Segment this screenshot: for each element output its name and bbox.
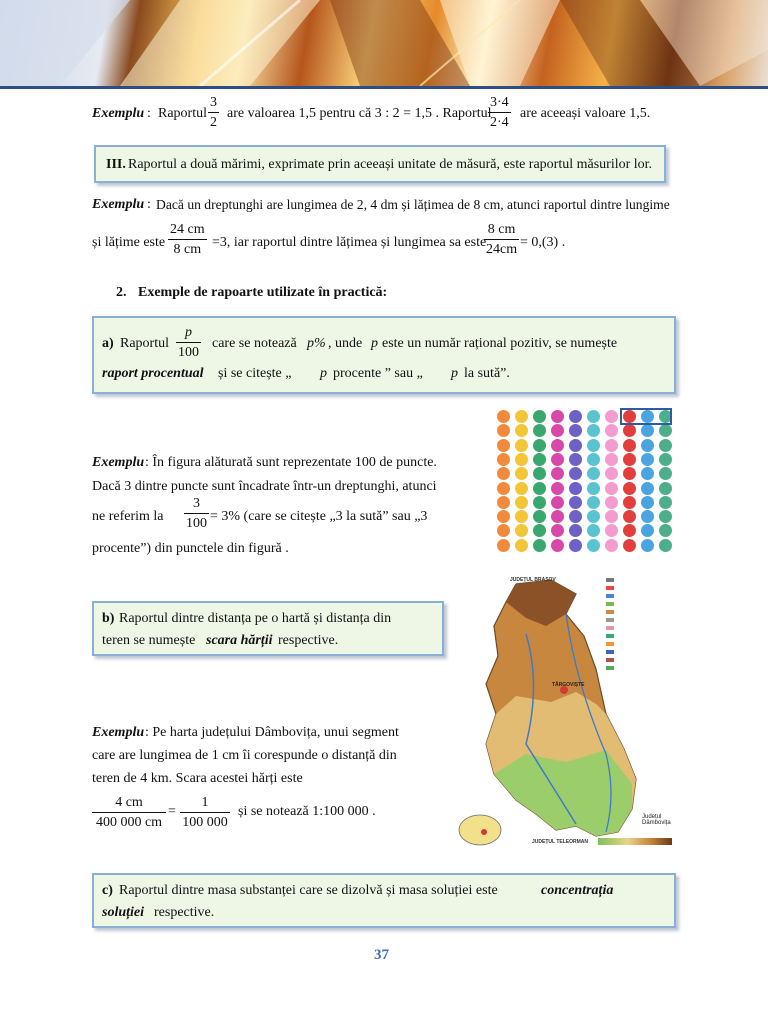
dot xyxy=(515,496,528,509)
dot xyxy=(569,467,582,480)
example-4-line1: : Pe harta județului Dâmbovița, unui segment xyxy=(145,725,399,740)
dot xyxy=(551,439,564,452)
dot xyxy=(497,524,510,537)
dot xyxy=(641,510,654,523)
page-number: 37 xyxy=(374,947,389,963)
dot xyxy=(569,482,582,495)
dot xyxy=(623,453,636,466)
dot xyxy=(533,510,546,523)
dot xyxy=(587,424,600,437)
rule-box-iii xyxy=(94,145,666,183)
fraction-p-over-100: $\frac{p}{100}$ xyxy=(178,325,199,360)
dot xyxy=(533,410,546,423)
box-c-term-1: concentrația xyxy=(541,883,614,898)
dot xyxy=(587,510,600,523)
dot xyxy=(515,510,528,523)
example-4-equals: = xyxy=(168,804,176,819)
box-a-percent: p% xyxy=(307,336,326,351)
map-county-label: Județul Dâmbovița xyxy=(642,814,671,827)
dot xyxy=(515,424,528,437)
definition-box-c xyxy=(92,873,676,928)
map-city-label: TÂRGOVIȘTE xyxy=(552,682,585,688)
dot xyxy=(533,467,546,480)
dot xyxy=(587,453,600,466)
dot xyxy=(569,410,582,423)
dot xyxy=(551,410,564,423)
dot xyxy=(659,510,672,523)
example-1-text-a: Raportul xyxy=(158,106,207,121)
dot xyxy=(605,410,618,423)
box-b-text-3: respective. xyxy=(278,633,339,648)
dot xyxy=(641,467,654,480)
dot xyxy=(515,410,528,423)
dot xyxy=(587,439,600,452)
dot xyxy=(605,524,618,537)
dot xyxy=(533,424,546,437)
box-c-label: c) xyxy=(102,883,113,898)
dot xyxy=(623,510,636,523)
box-a-text-4: este un număr rațional pozitiv, se numește xyxy=(382,336,618,351)
box-a-text-6: procente ” sau „ xyxy=(333,366,423,381)
example-4-line3: teren de 4 km. Scara acestei hărți este xyxy=(92,771,303,786)
example-2-label: Exemplu xyxy=(92,197,145,212)
dot xyxy=(587,410,600,423)
example-4-label: Exemplu xyxy=(92,725,145,740)
dot xyxy=(623,482,636,495)
example-4-text: și se notează 1:100 000 . xyxy=(238,804,376,819)
dot xyxy=(533,496,546,509)
example-2-text-c: = 0,(3) . xyxy=(520,235,566,250)
dot xyxy=(497,453,510,466)
example-2-line1: Dacă un dreptunghi are lungimea de 2, 4 dm și lățimea de 8 cm, atunci raportul dintre lungime xyxy=(156,197,670,212)
example-2-text-a: și lățime este xyxy=(92,235,166,250)
example-3-line2: Dacă 3 dintre puncte sunt încadrate într-un dreptunghi, atunci xyxy=(92,479,437,494)
box-b-text-1: Raportul dintre distanța pe o hartă și distanța din xyxy=(119,611,392,626)
dot xyxy=(533,439,546,452)
dot xyxy=(605,439,618,452)
example-3-text-b: = 3% (care se citește „3 la sută” sau „3 xyxy=(210,509,428,524)
box-a-term: raport procentual xyxy=(102,366,204,381)
dot xyxy=(497,439,510,452)
header-divider xyxy=(0,86,768,89)
dot xyxy=(569,496,582,509)
dot xyxy=(623,524,636,537)
dot xyxy=(605,453,618,466)
rule-iii-text: Raportul a două mărimi, exprimate prin aceeași unitate de măsură, este raportul măsurilor lor. xyxy=(128,157,653,172)
dot xyxy=(623,424,636,437)
definition-box-b xyxy=(92,601,444,656)
dot xyxy=(659,496,672,509)
dot xyxy=(659,439,672,452)
dot xyxy=(551,424,564,437)
dot xyxy=(587,496,600,509)
dot xyxy=(515,524,528,537)
box-c-term-2: soluției xyxy=(102,905,145,920)
example-3-line1: : În figura alăturată sunt reprezentate 100 de puncte. xyxy=(145,455,437,470)
dot xyxy=(533,482,546,495)
dot xyxy=(569,439,582,452)
dot xyxy=(623,496,636,509)
dot xyxy=(659,482,672,495)
dot xyxy=(623,467,636,480)
box-a-text-1: Raportul xyxy=(120,336,169,351)
dot xyxy=(641,439,654,452)
dot xyxy=(587,524,600,537)
dot xyxy=(659,524,672,537)
example-2-text-b: =3, iar raportul dintre lățimea și lungimea sa este xyxy=(212,235,487,250)
dot xyxy=(497,467,510,480)
example-1-label: Exemplu xyxy=(92,106,145,121)
box-a-text-3: , unde xyxy=(328,336,363,351)
section-2-number: 2. xyxy=(116,285,127,300)
box-a-p2: p xyxy=(320,366,327,381)
fraction-3x4-over-2x4: $\frac{3\cdot 4}{2\cdot 4}$ xyxy=(490,95,509,130)
dot xyxy=(497,424,510,437)
box-a-p3: p xyxy=(451,366,458,381)
dot xyxy=(605,482,618,495)
dot xyxy=(659,539,672,552)
dot xyxy=(497,539,510,552)
box-a-text-5: și se citește „ xyxy=(218,366,292,381)
dot xyxy=(515,539,528,552)
box-b-term: scara hărții xyxy=(206,633,273,648)
dot xyxy=(533,453,546,466)
box-b-label: b) xyxy=(102,611,115,626)
dot xyxy=(659,424,672,437)
box-a-p: p xyxy=(371,336,378,351)
dot xyxy=(623,539,636,552)
example-3-line4: procente”) din punctele din figură . xyxy=(92,541,289,556)
box-c-text-1: Raportul dintre masa substanței care se dizolvă și masa soluției este xyxy=(119,883,498,898)
box-a-label: a) xyxy=(102,336,114,351)
dot xyxy=(551,539,564,552)
dot xyxy=(497,410,510,423)
dot xyxy=(623,439,636,452)
dot xyxy=(551,453,564,466)
dot xyxy=(533,539,546,552)
fraction-1-over-100000: $\frac{1}{100 000}$ xyxy=(180,796,230,830)
three-dots-highlight-frame xyxy=(620,408,672,425)
section-2-title: Exemple de rapoarte utilizate în practică: xyxy=(138,285,388,300)
fraction-24cm-over-8cm: $\frac{24 cm}{8 cm}$ xyxy=(170,222,205,257)
example-1-text-b: are valoarea 1,5 pentru că 3 : 2 = 1,5 . Raportul xyxy=(227,106,492,121)
definition-box-a xyxy=(92,316,676,394)
dot xyxy=(569,539,582,552)
dot xyxy=(587,539,600,552)
header-banner-image xyxy=(0,0,768,86)
dot xyxy=(569,510,582,523)
dot xyxy=(641,482,654,495)
dot xyxy=(569,424,582,437)
dot xyxy=(551,496,564,509)
example-3-text-a: ne referim la xyxy=(92,509,164,524)
box-b-text-2: teren se numește xyxy=(102,633,196,648)
dot xyxy=(641,539,654,552)
dot xyxy=(515,453,528,466)
dot xyxy=(569,524,582,537)
fraction-8cm-over-24cm: $\frac{8 cm}{24cm}$ xyxy=(486,222,518,257)
map-label-north: JUDEȚUL BRAȘOV xyxy=(510,577,556,583)
dot xyxy=(587,482,600,495)
dot xyxy=(641,453,654,466)
dot xyxy=(551,467,564,480)
dot xyxy=(551,510,564,523)
dot xyxy=(605,539,618,552)
dot xyxy=(497,496,510,509)
example-4-line2: care are lungimea de 1 cm îi corespunde o distanță din xyxy=(92,748,397,763)
dot xyxy=(641,524,654,537)
dot xyxy=(569,453,582,466)
dot xyxy=(605,496,618,509)
dot xyxy=(515,482,528,495)
dot xyxy=(533,524,546,537)
rule-iii-label: III. xyxy=(106,157,126,172)
dot xyxy=(605,467,618,480)
box-a-text-2: care se notează xyxy=(212,336,297,351)
dambovita-county-map xyxy=(456,574,678,850)
box-c-text-2: respective. xyxy=(154,905,215,920)
dot xyxy=(515,439,528,452)
dot xyxy=(605,424,618,437)
fraction-3-over-2: $\frac{3}{2}$ xyxy=(210,95,217,130)
example-1-text-c: are aceeași valoare 1,5. xyxy=(520,106,651,121)
dot xyxy=(515,467,528,480)
map-label-south: JUDEȚUL TELEORMAN xyxy=(532,839,589,845)
dot xyxy=(659,453,672,466)
dot xyxy=(551,524,564,537)
dot xyxy=(641,496,654,509)
dot xyxy=(497,482,510,495)
box-a-text-7: la sută”. xyxy=(464,366,510,381)
dot xyxy=(659,467,672,480)
hundred-dots-figure xyxy=(497,410,675,555)
example-3-label: Exemplu xyxy=(92,455,145,470)
dot xyxy=(497,510,510,523)
fraction-4cm-over-400000cm: $\frac{4 cm}{400 000 cm}$ xyxy=(92,796,166,830)
dot xyxy=(605,510,618,523)
dot xyxy=(587,467,600,480)
dot xyxy=(641,424,654,437)
dot xyxy=(551,482,564,495)
fraction-3-over-100: $\frac{3}{100}$ xyxy=(186,496,207,531)
